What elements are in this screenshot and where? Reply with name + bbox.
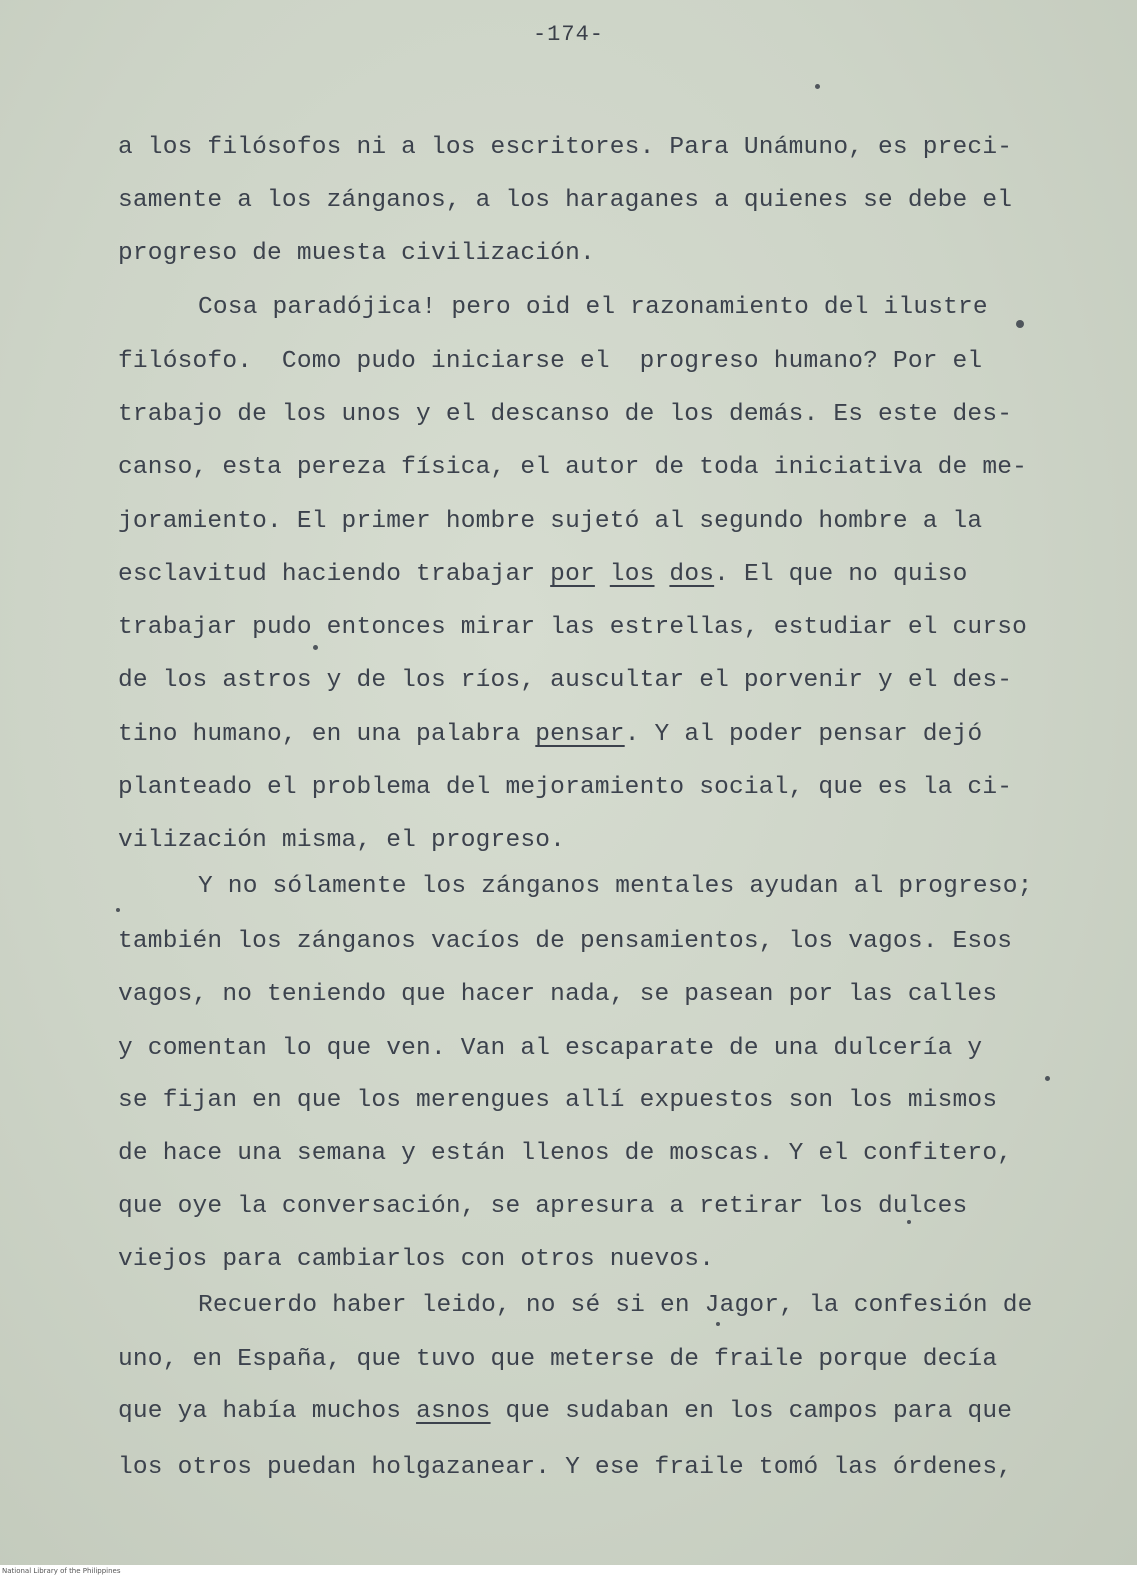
text-line	[118, 1089, 997, 1114]
text-line	[118, 1195, 967, 1220]
text-run: tino humano, en una palabra	[118, 721, 536, 748]
text-run	[655, 561, 670, 588]
text-run: que sudaban en los campos para que	[490, 1398, 1013, 1425]
text-line	[118, 403, 1012, 428]
text-run: Cosa paradójica! pero oid el razonamiento del ilustre	[198, 294, 988, 321]
text-run: de hace una semana y están llenos de moscas. Y el confitero,	[118, 1140, 1013, 1167]
text-line	[118, 1037, 982, 1062]
ink-speck	[116, 908, 120, 912]
text-run: de los astros y de los ríos, auscultar el porvenir y el des-	[118, 667, 1013, 694]
text-run: los otros puedan holgazanear. Y ese fraile tomó las órdenes,	[118, 1454, 1013, 1481]
text-run: trabajar pudo entonces mirar las estrellas, estudiar el curso	[118, 614, 1028, 641]
text-line	[118, 510, 982, 535]
text-run: viejos para cambiarlos con otros nuevos.	[118, 1246, 715, 1273]
footer-strip	[0, 1565, 1137, 1583]
ink-speck	[815, 84, 820, 89]
text-run: que ya había muchos	[118, 1398, 417, 1425]
text-line	[198, 1294, 1033, 1319]
text-run: canso, esta pereza física, el autor de toda iniciativa de me-	[118, 454, 1028, 481]
text-run: joramiento. El primer hombre sujetó al segundo hombre a la	[118, 508, 983, 535]
text-run: samente a los zánganos, a los haraganes a quienes se debe el	[118, 187, 1013, 214]
text-run: se fijan en que los merengues allí expuestos son los mismos	[118, 1087, 998, 1114]
footer-credit: National Library of the Philippines	[2, 1567, 121, 1575]
page-number: -174-	[532, 22, 604, 47]
text-line	[118, 776, 1012, 801]
text-line	[118, 350, 982, 375]
ink-speck	[907, 1220, 911, 1224]
text-line	[118, 242, 595, 267]
text-run: progreso de muesta civilización.	[118, 240, 595, 267]
ink-speck	[313, 645, 318, 650]
text-line	[118, 669, 1012, 694]
text-line	[118, 456, 1027, 481]
text-line	[118, 1400, 1012, 1425]
underlined-word: dos	[669, 561, 715, 588]
text-line	[118, 616, 1027, 641]
underlined-word: asnos	[416, 1398, 491, 1425]
text-line	[198, 296, 988, 321]
text-run: uno, en España, que tuvo que meterse de fraile porque decía	[118, 1346, 998, 1373]
text-run: Y no sólamente los zánganos mentales ayudan al progreso;	[198, 873, 1033, 900]
text-run: trabajo de los unos y el descanso de los demás. Es este des-	[118, 401, 1013, 428]
text-run: que oye la conversación, se apresura a retirar los dulces	[118, 1193, 968, 1220]
text-run: . El que no quiso	[714, 561, 968, 588]
text-run: planteado el problema del mejoramiento social, que es la ci-	[118, 774, 1013, 801]
text-run: y comentan lo que ven. Van al escaparate de una dulcería y	[118, 1035, 983, 1062]
text-run: filósofo. Como pudo iniciarse el progreso humano? Por el	[118, 348, 983, 375]
text-run: a los filósofos ni a los escritores. Para Unámuno, es preci-	[118, 134, 1013, 161]
text-line	[118, 930, 1012, 955]
text-line	[118, 983, 997, 1008]
underlined-word: los	[609, 561, 655, 588]
ink-speck	[1016, 320, 1024, 328]
text-line	[118, 829, 565, 854]
text-run: . Y al poder pensar dejó	[624, 721, 983, 748]
text-line	[118, 1248, 714, 1273]
text-line	[118, 1456, 1012, 1481]
ink-speck	[1045, 1076, 1050, 1081]
underlined-word: por	[550, 561, 595, 588]
text-run	[595, 561, 610, 588]
text-run: Recuerdo haber leido, no sé si en Jagor, la confesión de	[198, 1292, 1033, 1319]
text-line	[118, 723, 982, 748]
text-line	[118, 563, 967, 588]
text-run: esclavitud haciendo trabajar	[118, 561, 551, 588]
text-line	[118, 1348, 997, 1373]
text-line	[198, 875, 1033, 900]
underlined-word: pensar	[535, 721, 625, 748]
text-run: vilización misma, el progreso.	[118, 827, 566, 854]
text-line	[118, 189, 1012, 214]
ink-speck	[716, 1322, 720, 1326]
text-line	[118, 1142, 1012, 1167]
text-line	[118, 136, 1012, 161]
text-run: vagos, no teniendo que hacer nada, se pasean por las calles	[118, 981, 998, 1008]
text-run: también los zánganos vacíos de pensamientos, los vagos. Esos	[118, 928, 1013, 955]
